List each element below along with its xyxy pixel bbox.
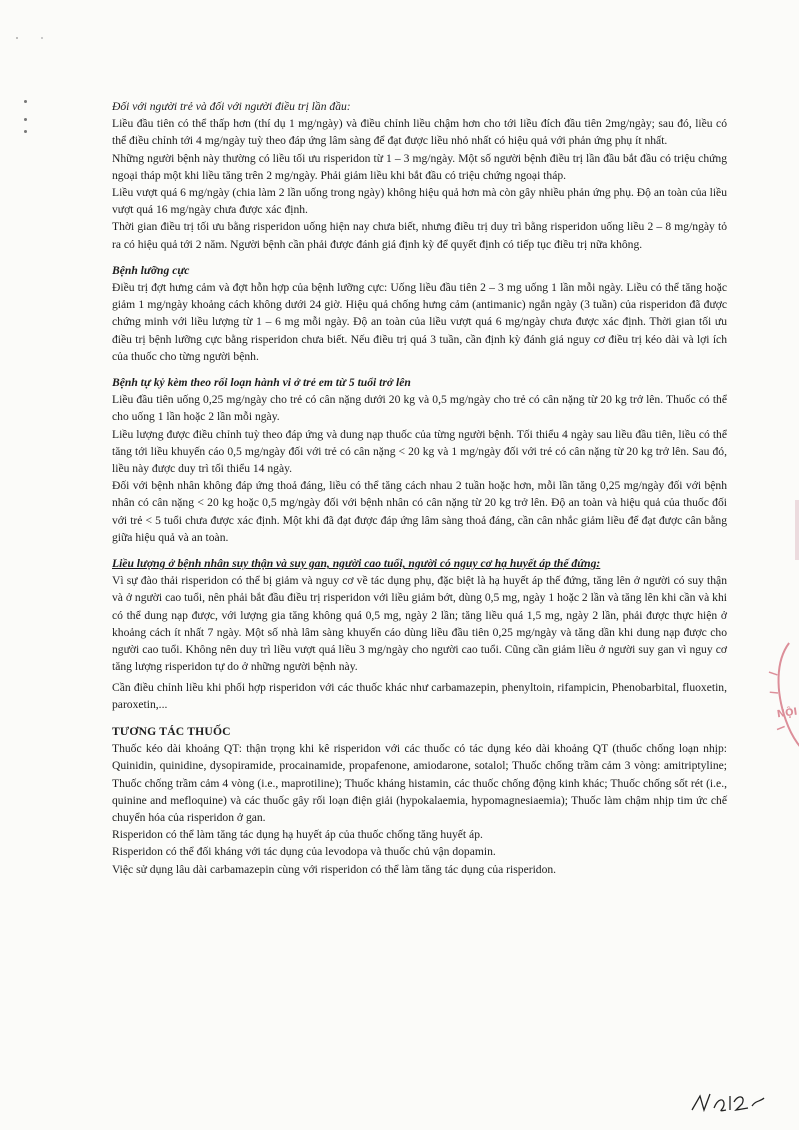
section-title: Đối với người trẻ và đối với người điều trị lần đầu: xyxy=(112,100,351,113)
scan-edge-mark xyxy=(795,500,799,560)
paragraph: Những người bệnh này thường có liều tối ưu risperidon từ 1 – 3 mg/ngày. Một số người bệnh điều trị lần đầu bắt đầu có triệu chứng ngoại tháp một khi liều tăng trên 2 mg/ngày. Phải giảm liều khi bắt đầu có triệu chứng ngoại tháp. xyxy=(112,151,727,182)
paragraph: Việc sử dụng lâu dài carbamazepin cùng với risperidon có thể làm tăng tác dụng của risperidon. xyxy=(112,862,557,876)
section-title: Bệnh tự kỷ kèm theo rối loạn hành vi ở trẻ em từ 5 tuổi trở lên xyxy=(112,376,411,390)
stamp-text: NỘI xyxy=(776,706,799,721)
section-renal-hepatic-elderly xyxy=(112,555,727,713)
paragraph: Đối với bệnh nhân không đáp ứng thoả đáng, liều có thể tăng cách nhau 2 tuần hoặc hơn, mỗi lần tăng 0,25 mg/ngày đối với bệnh nhân có cân nặng < 20 kg hoặc 0,5 mg/ngày đối với bệnh nhân có cân nặng từ 20 kg trở lên. Độ an toàn và hiệu quả của thuốc đối với trẻ < 5 tuổi chưa được xác định. Một khi đã đạt được đáp ứng lâm sàng thoả đáng, cần cân nhắc giảm liều để đạt được cân bằng giữa hiệu quả và an toàn. xyxy=(112,479,727,544)
handwritten-signature xyxy=(690,1088,770,1118)
paragraph: Cần điều chỉnh liều khi phối hợp risperidon với các thuốc khác như carbamazepin, phenyltoin, rifampicin, Phenobarbital, fluoxetin, paroxetin,... xyxy=(112,680,727,711)
paragraph: Vì sự đào thải risperidon có thể bị giảm và nguy cơ về tác dụng phụ, đặc biệt là hạ huyết áp thế đứng, tăng lên ở người có suy thận và ở người cao tuổi, nên phải bắt đầu điều trị risperidon với liều giảm bớt, dùng 0,5 mg, ngày 1 hoặc 2 lần và tăng lên khi cần và khi có thể dung nạp được, với lượng gia tăng không quá 0,5 mg, ngày 2 lần; tăng liều quá 1,5 mg, ngày 2 lần, phải được thực hiện ở khoảng cách ít nhất 7 ngày. Một số nhà lâm sàng khuyến cáo dùng liều đầu tiên 0,25 mg/ngày và tăng dần khi dung nạp được cho người cao tuổi. Không nên duy trì liều vượt quá liều 3 mg/ngày cho người cao tuổi. Cũng cần giảm liều ở người suy gan vì nguy cơ tăng lượng risperidon tự do ở những người bệnh này. xyxy=(112,574,727,674)
paragraph: Điều trị đợt hưng cảm và đợt hỗn hợp của bệnh lưỡng cực: Uống liều đầu tiên 2 – 3 mg uống 1 lần mỗi ngày. Liều có thể tăng hoặc giảm 1 mg/ngày khoảng cách không dưới 24 giờ. Hiệu quả chống hưng cảm (antimanic) ngắn ngày (3 tuần) của risperidon đã được chứng minh với liều lượng từ 1 – 6 mg mỗi ngày. Độ an toàn của liều vượt quá 6 mg/ngày chưa được xác định. Thời gian tối ưu điều trị bệnh lưỡng cực bằng risperidon chưa biết. Nếu điều trị quá 3 tuần, cần định kỳ đánh giá nguy cơ điều trị kéo dài và lợi ích của thuốc cho từng người bệnh. xyxy=(112,281,727,363)
document-body xyxy=(112,98,727,878)
section-title: TƯƠNG TÁC THUỐC xyxy=(112,724,231,738)
paragraph: Thuốc kéo dài khoảng QT: thận trọng khi kê risperidon với các thuốc có tác dụng kéo dài khoảng QT (thuốc chống loạn nhịp: Quinidin, quinidine, dysopiramide, procainamide, propafenone, amiodarone, sotalol; Thuốc chống trầm cảm 3 vòng: amitriptyline; Thuốc chống trầm cảm 4 vòng (i.e., maprotiline); Thuốc kháng histamin, các thuốc chống động kinh khác; Thuốc chống sốt rét (i.e., quinine and mefloquine) và các thuốc gây rối loạn điện giải (hypokalaemia, hypomagnesiaemia); Thuốc làm chậm nhịp tim ức chế chuyển hóa của risperidon ở gan. xyxy=(112,742,727,824)
paragraph: Thời gian điều trị tối ưu bằng risperidon uống hiện nay chưa biết, nhưng điều trị duy trì bằng risperidon uống liều 2 – 8 mg/ngày tỏ ra có hiệu quả tới 2 năm. Người bệnh cần phải được đánh giá định kỳ để quyết định có tiếp tục điều trị nữa không. xyxy=(112,220,727,251)
section-autism xyxy=(112,374,727,546)
section-first-treatment xyxy=(112,98,727,253)
paragraph: Liều lượng được điều chỉnh tuỳ theo đáp ứng và dung nạp thuốc của từng người bệnh. Tối thiểu 4 ngày sau liều đầu tiên, liều có thể tăng tới liều khuyến cáo 0,5 mg/ngày đối với trẻ có cân nặng < 20 kg và 1 mg/ngày đối với trẻ có cân nặng từ 20 kg trở lên. Sau đó, liều này được duy trì tối thiểu 14 ngày. xyxy=(112,427,727,476)
paragraph: Risperidon có thể làm tăng tác dụng hạ huyết áp của thuốc chống tăng huyết áp. xyxy=(112,828,483,842)
section-drug-interactions xyxy=(112,723,727,878)
paragraph: Liều đầu tiên có thể thấp hơn (thí dụ 1 mg/ngày) và điều chỉnh liều chậm hơn cho tới liều đích đầu tiên 2mg/ngày; sau đó, liều có thể điều chỉnh tới 4 mg/ngày tuỳ theo đáp ứng lâm sàng để đạt được liều nhỏ nhất có hiệu quả với phản ứng phụ ít nhất. xyxy=(112,117,727,148)
section-title: Bệnh lưỡng cực xyxy=(112,263,190,277)
paragraph: Liều đầu tiên uống 0,25 mg/ngày cho trẻ có cân nặng dưới 20 kg và 0,5 mg/ngày cho trẻ có cân nặng từ 20 kg trở lên. Thuốc có thể cho uống 1 lần hoặc 2 lần mỗi ngày. xyxy=(112,393,727,424)
paragraph: Risperidon có thể đối kháng với tác dụng của levodopa và thuốc chủ vận dopamin. xyxy=(112,845,496,859)
scan-top-marks xyxy=(14,28,54,34)
section-bipolar xyxy=(112,262,727,365)
stamp-mark xyxy=(759,638,799,762)
paragraph: Liều vượt quá 6 mg/ngày (chia làm 2 lần uống trong ngày) không hiệu quả hơn mà còn gây nhiều phản ứng phụ. Độ an toàn của liều vượt quá 16 mg/ngày chưa được xác định. xyxy=(112,186,727,217)
section-title: Liều lượng ở bệnh nhân suy thận và suy gan, người cao tuổi, người có nguy cơ hạ huyết áp thế đứng: xyxy=(112,557,601,571)
